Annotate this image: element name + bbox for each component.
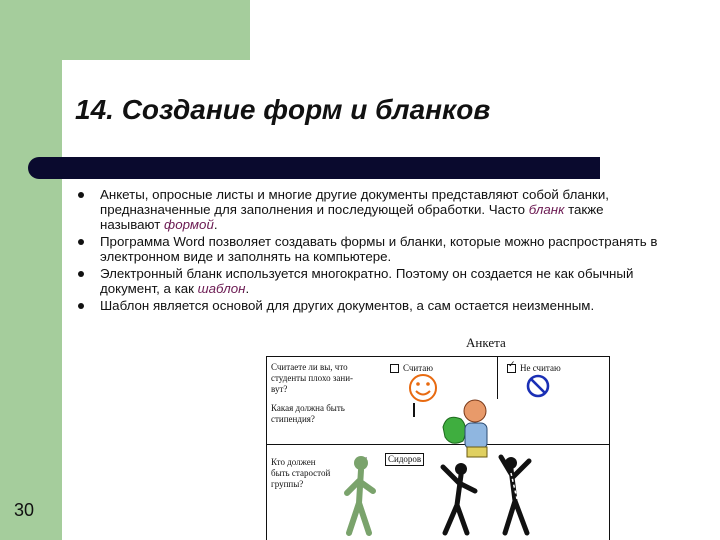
question-2-line-1: Какая должна быть xyxy=(271,403,345,413)
bullet-item-4 xyxy=(78,298,658,313)
question-2-line-2: стипендия? xyxy=(271,414,315,424)
bullet-dot-icon xyxy=(78,303,84,309)
bullet-4-text: Шаблон является основой для других документов, а сам остается неизменным. xyxy=(100,298,595,313)
bullet-1-text-middle: также называют xyxy=(100,202,604,232)
question-1 xyxy=(271,362,353,395)
title-underline-bar xyxy=(28,157,600,179)
question-1-line-1: Считаете ли вы, что xyxy=(271,362,348,372)
decor-green-top xyxy=(0,0,250,60)
bullet-3-text-after: . xyxy=(245,281,250,296)
checkbox-yes xyxy=(390,364,399,373)
bullet-1-term-form: формой xyxy=(164,217,214,232)
no-sign-icon xyxy=(525,373,551,399)
form-title: Анкета xyxy=(466,335,506,350)
bullet-2-text: Программа Word позволяет создавать формы и бланки, которые можно распространять в электронном виде и заполнять на компьютере. xyxy=(100,234,658,264)
question-3-line-3: группы? xyxy=(271,479,304,489)
question-3-line-1: Кто должен xyxy=(271,457,316,467)
question-1-line-2: студенты плохо зани- xyxy=(271,373,354,383)
bullet-item-3 xyxy=(78,266,658,296)
bullet-1-term-blank: бланк xyxy=(528,202,565,217)
bullet-dot-icon xyxy=(78,192,84,198)
question-3 xyxy=(271,457,330,490)
form-divider-horizontal xyxy=(267,444,609,445)
bullet-dot-icon xyxy=(78,271,84,277)
form-divider-vertical xyxy=(497,357,498,399)
option-yes-label: Считаю xyxy=(403,363,433,373)
cheering-figures-icon xyxy=(427,449,547,539)
bullet-1-text-after: . xyxy=(213,217,218,232)
green-figure-icon xyxy=(341,453,381,539)
bullet-1-text-before: Анкеты, опросные листы и многие другие документы представляют собой бланки, предназначенные для заполнения и последующей обработки. Часто xyxy=(100,187,610,217)
bullet-3-text-before: Электронный бланк используется многократно. Поэтому он создается не как обычный документ, а как xyxy=(100,266,634,296)
answer-box: Сидоров xyxy=(385,453,424,466)
bullet-dot-icon xyxy=(78,239,84,245)
text-cursor-icon xyxy=(413,403,415,417)
checkmark-icon: ✓ xyxy=(508,359,516,369)
decor-green-left xyxy=(0,60,62,540)
slide-number: 30 xyxy=(14,500,35,520)
bullet-list xyxy=(78,187,658,315)
option-no-label: Не считаю xyxy=(520,363,561,373)
question-2 xyxy=(271,403,345,425)
form-illustration xyxy=(266,356,610,540)
slide-title: 14. Создание форм и бланков xyxy=(75,94,491,125)
question-1-line-3: вут? xyxy=(271,384,288,394)
bullet-item-2 xyxy=(78,234,658,264)
bullet-3-term-template: шаблон xyxy=(197,281,246,296)
bullet-item-1 xyxy=(78,187,658,232)
smiley-icon xyxy=(408,373,438,403)
question-3-line-2: быть старостой xyxy=(271,468,331,478)
